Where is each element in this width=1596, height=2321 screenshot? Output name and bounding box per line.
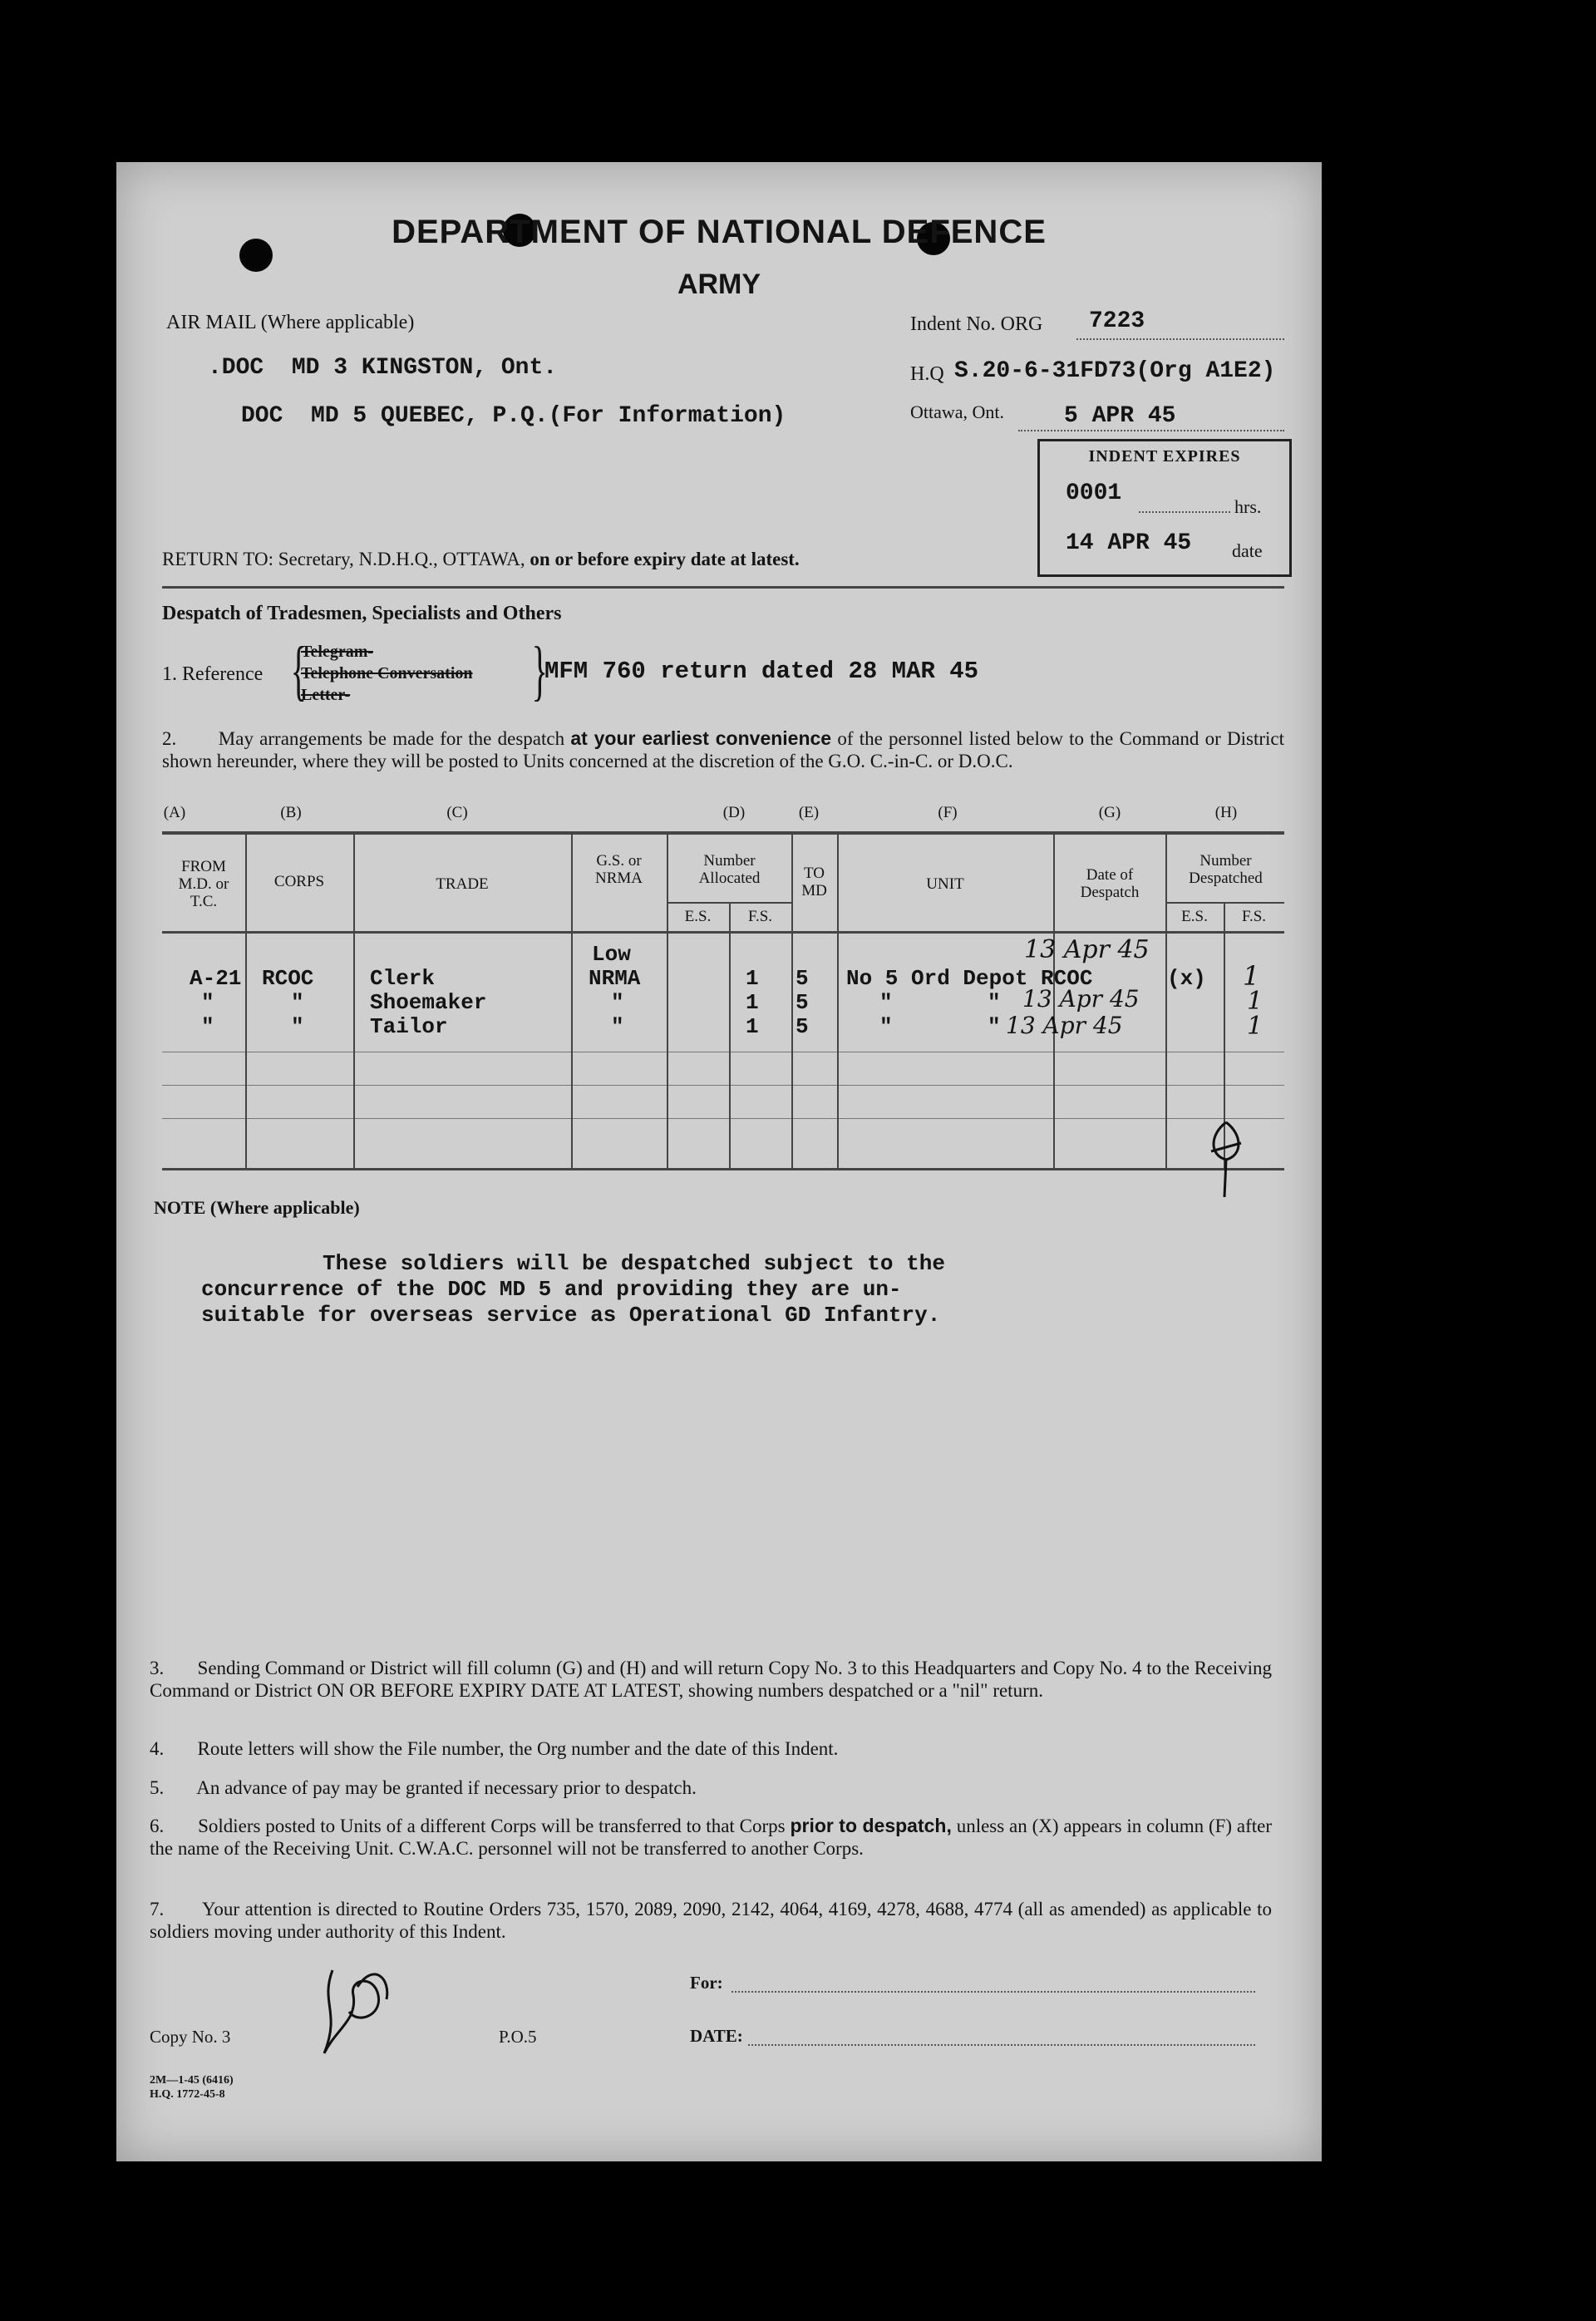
rule-after-return (162, 586, 1284, 589)
row2-date: 13 Apr 45 (1022, 985, 1140, 1013)
date-label: DATE: (690, 2026, 743, 2046)
reference-telegram: Telegram- (301, 643, 374, 661)
note-label: NOTE (Where applicable) (154, 1197, 360, 1218)
header-corps: CORPS (273, 873, 325, 890)
expiry-hrs-label: hrs. (1234, 496, 1262, 517)
table-bottom-rule (162, 1168, 1284, 1170)
col-letter-g: (G) (1098, 804, 1121, 821)
table-col-rule (729, 902, 731, 1168)
header-from: FROM M.D. or T.C. (178, 858, 229, 910)
table-col-rule (571, 831, 573, 1168)
para2-text-a: 2. May arrangements be made for the despatch (162, 728, 565, 749)
indent-expires-title: INDENT EXPIRES (1088, 447, 1241, 466)
table-col-rule (1165, 831, 1167, 1168)
header-unit: UNIT (926, 875, 964, 893)
header-allocated-fs: F.S. (747, 908, 773, 925)
row1-x: (x) (1167, 966, 1206, 991)
expiry-hrs-dotted-line (1139, 511, 1230, 513)
table-top-rule (162, 831, 1284, 835)
table-row-rule (162, 1118, 1284, 1119)
header-gs: G.S. or NRMA (594, 852, 643, 887)
reference-brace-left: { (290, 634, 307, 707)
row3-gs: " (611, 1014, 624, 1039)
header-allocated-es: E.S. (684, 908, 712, 925)
reference-telephone: Telephone Conversation (301, 664, 473, 683)
indent-no-label: Indent No. ORG (910, 313, 1043, 335)
paragraph-3: 3. Sending Command or District will fill column (G) and (H) and will return Copy No. 3 to this Headquarters and Copy No. 4 to the Receiving Command or District ON OR BEFORE EXPIRY DATE AT LATEST, showing numbers despatched or a "nil" return. (150, 1658, 1277, 1701)
note-line-3: suitable for overseas service as Operational GD Infantry. (201, 1303, 941, 1328)
row1-md: 5 (796, 966, 809, 991)
ottawa-date: 5 APR 45 (1064, 403, 1176, 429)
form-subtitle: ARMY (677, 269, 761, 300)
row3-date: 13 Apr 45 (1006, 1012, 1123, 1039)
indent-form (116, 162, 1322, 2161)
return-to-line (162, 549, 800, 570)
addressee-line-1: .DOC MD 3 KINGSTON, Ont. (208, 355, 558, 381)
paragraph-5: 5. An advance of pay may be granted if necessary prior to despatch. (150, 1777, 697, 1798)
row3-unit-b: " (988, 1014, 1001, 1039)
row3-from: " (201, 1014, 214, 1039)
header-trade: TRADE (436, 875, 489, 893)
col-letter-c: (C) (446, 804, 468, 821)
reference-brace-right: } (531, 634, 548, 707)
expiry-date-label: date (1232, 540, 1263, 561)
indent-no-dotted-line (1076, 338, 1284, 340)
row1-corps: RCOC (262, 966, 314, 991)
col-letter-b: (B) (280, 804, 302, 821)
row1-gs-top: Low (592, 942, 631, 967)
row1-from: A-21 (190, 966, 242, 991)
row1-fs: 1 (746, 966, 759, 991)
ottawa-label: Ottawa, Ont. (910, 402, 1005, 422)
indent-no-value: 7223 (1089, 308, 1145, 334)
row3-trade: Tailor (370, 1014, 448, 1039)
header-to-md: TO MD (801, 865, 827, 899)
row2-from: " (201, 990, 214, 1015)
header-despatched-es: E.S. (1181, 908, 1208, 925)
row2-trade: Shoemaker (370, 990, 487, 1015)
table-row-rule (162, 1085, 1284, 1086)
note-line-1: These soldiers will be despatched subject to the (323, 1251, 945, 1276)
hq-file-number: S.20-6-31FD73(Org A1E2) (954, 358, 1276, 384)
row1-gs: NRMA (589, 966, 641, 991)
reference-label: 1. Reference (162, 663, 264, 685)
form-title: DEPARTMENT OF NATIONAL DEFENCE (392, 214, 1047, 250)
para6-text-a: 6. Soldiers posted to Units of a different Corps will be transferred to that Corps (150, 1816, 786, 1836)
table-col-rule (791, 831, 793, 1168)
paragraph-2 (162, 727, 1284, 772)
row3-corps: " (291, 1014, 304, 1039)
row3-md: 5 (796, 1014, 809, 1039)
col-letter-h: (H) (1214, 804, 1238, 821)
col-letter-d: (D) (722, 804, 746, 821)
for-label: For: (690, 1973, 723, 1993)
expiry-hrs-value: 0001 (1066, 480, 1122, 506)
col-letter-e: (E) (798, 804, 820, 821)
date-dotted-line (748, 2044, 1255, 2046)
para6-text-b: unless an (X) appears in column (F) after the name of the Receiving Unit. C.W.A.C. personnel will not be transferred to another Corps. (150, 1816, 1273, 1859)
expiry-date-value: 14 APR 45 (1066, 530, 1192, 556)
handwritten-signature (308, 1954, 399, 2070)
po-number: P.O.5 (499, 2027, 537, 2047)
copy-number: Copy No. 3 (150, 2027, 231, 2047)
for-dotted-line (732, 1991, 1255, 1993)
table-col-rule (667, 831, 668, 1168)
row2-gs: " (611, 990, 624, 1015)
header-despatched-fs: F.S. (1241, 908, 1267, 925)
row3-fs: 1 (746, 1014, 759, 1039)
row2-unit-b: " (988, 990, 1001, 1015)
row1-unit: No 5 Ord Depot RCOC (846, 966, 1093, 991)
row2-fs: 1 (746, 990, 759, 1015)
addressee-line-2: DOC MD 5 QUEBEC, P.Q.(For Information) (241, 403, 786, 429)
return-to-bold: on or before expiry date at latest. (530, 549, 800, 569)
return-to-prefix: RETURN TO: Secretary, N.D.H.Q., OTTAWA, (162, 549, 525, 569)
print-code-1: 2M—1-45 (6416) (150, 2074, 234, 2087)
para2-bold: at your earliest convenience (570, 727, 832, 749)
row2-unit-a: " (879, 990, 893, 1015)
paragraph-6 (150, 1815, 1272, 1860)
row3-despatched: 1 (1247, 1012, 1264, 1041)
paragraph-4: 4. Route letters will show the File number, the Org number and the date of this Indent. (150, 1738, 839, 1759)
note-line-2: concurrence of the DOC MD 5 and providing they are un- (201, 1277, 902, 1302)
row2-md: 5 (796, 990, 809, 1015)
header-despatched: Number Despatched (1189, 852, 1263, 887)
para6-bold: prior to despatch, (790, 1815, 952, 1836)
reference-letter: Letter- (301, 686, 351, 704)
ottawa-date-dotted-line (1018, 430, 1284, 431)
print-code-2: H.Q. 1772-45-8 (150, 2088, 225, 2101)
hq-label: H.Q (910, 363, 944, 385)
section-title: Despatch of Tradesmen, Specialists and Others (162, 603, 562, 624)
para2-text-b: of the personnel listed below to the Command or District shown hereunder, where they will be posted to Units concerned at the discretion of the G.O. C.-in-C. or D.O.C. (162, 728, 1285, 771)
handwritten-check-mark (1201, 1118, 1251, 1201)
table-header-bottom-rule (162, 931, 1284, 934)
row3-unit-a: " (879, 1014, 893, 1039)
col-letter-f: (F) (938, 804, 958, 821)
header-date: Date of Despatch (1080, 866, 1140, 901)
paragraph-7: 7. Your attention is directed to Routine Orders 735, 1570, 2089, 2090, 2142, 4064, 4169, 4278, 4688, 4774 (all as amended) as applicable to soldiers moving under authority of this Indent. (150, 1899, 1277, 1942)
air-mail-label: AIR MAIL (Where applicable) (166, 312, 415, 333)
row1-despatched: 1 (1243, 960, 1260, 992)
row1-date: 13 Apr 45 (1024, 935, 1150, 964)
col-letter-a: (A) (163, 804, 186, 821)
reference-value: MFM 760 return dated 28 MAR 45 (544, 658, 979, 685)
header-allocated: Number Allocated (698, 852, 761, 887)
row2-corps: " (291, 990, 304, 1015)
row2-despatched: 1 (1247, 987, 1264, 1016)
row1-trade: Clerk (370, 966, 436, 991)
